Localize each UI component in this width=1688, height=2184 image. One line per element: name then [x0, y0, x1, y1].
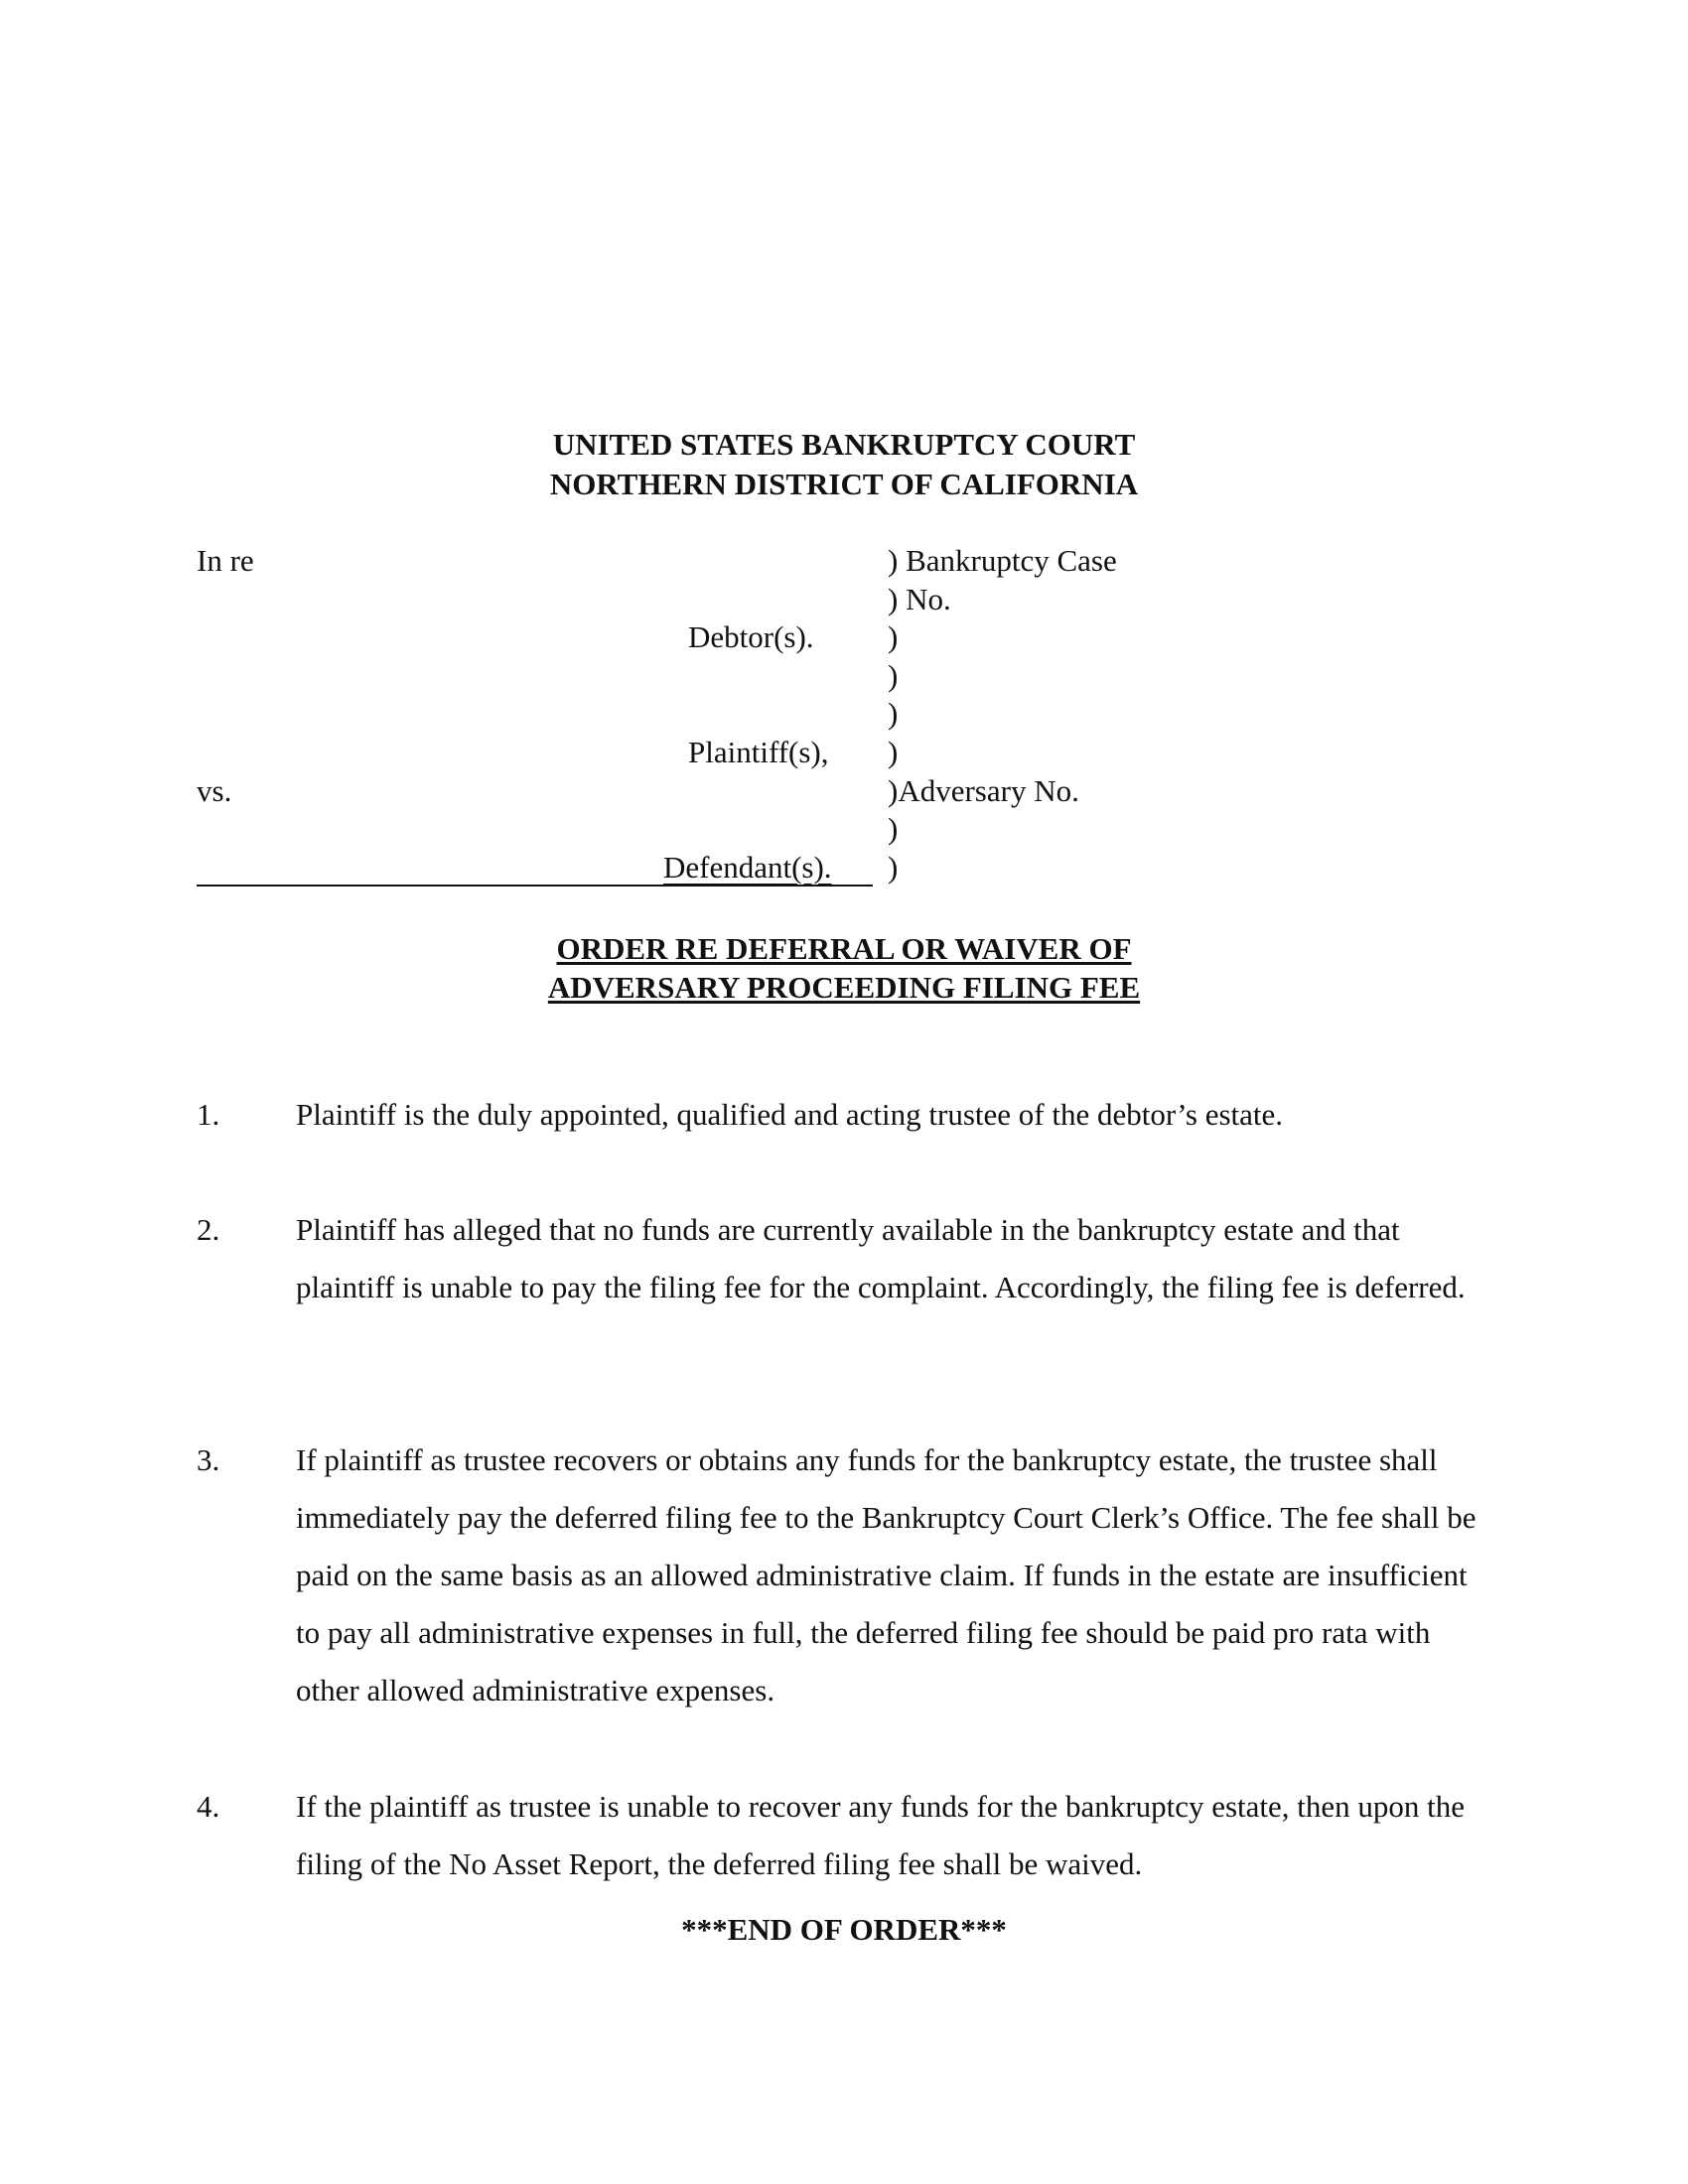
- paragraph-number: 4.: [197, 1789, 220, 1824]
- caption-plaintiff: Plaintiff(s),: [688, 735, 829, 769]
- paragraph-1: [197, 1086, 1497, 1144]
- caption-paren: ): [888, 811, 899, 847]
- caption-debtor: Debtor(s).: [688, 619, 814, 654]
- paragraph-text: If the plaintiff as trustee is unable to recover any funds for the bankruptcy estate, then upon the filing of the No Asset Report, the deferred filing fee shall be waived.: [296, 1789, 1466, 1881]
- paragraph-4: [197, 1778, 1497, 1893]
- order-title-line2: ADVERSARY PROCEEDING FILING FEE: [547, 970, 1141, 1005]
- caption-case-no: ) No.: [888, 581, 951, 616]
- paragraph-2: [197, 1201, 1497, 1316]
- paragraph-number: 1.: [197, 1097, 220, 1132]
- order-title-line1: ORDER RE DEFERRAL OR WAIVER OF: [556, 931, 1132, 966]
- caption-adversary-no: )Adversary No.: [888, 772, 1079, 808]
- caption-right-column: [888, 542, 1117, 887]
- end-of-order: ***END OF ORDER***: [681, 1912, 1007, 1947]
- caption-paren: ): [888, 849, 899, 885]
- paragraph-3: [197, 1432, 1497, 1719]
- paragraph-text: If plaintiff as trustee recovers or obtains any funds for the bankruptcy estate, the trustee shall immediately pay the deferred filing fee to the Bankruptcy Court Clerk’s Office. The fee shall be paid on the same basis as an allowed administrative claim. If funds in the estate are insufficient to pay all administrative expenses in full, the deferred filing fee should be paid pro rata with other allowed administrative expenses.: [296, 1442, 1477, 1707]
- paragraph-text: Plaintiff is the duly appointed, qualified and acting trustee of the debtor’s estate.: [296, 1097, 1284, 1132]
- court-heading: [0, 425, 1688, 504]
- caption-bankruptcy-case: ) Bankruptcy Case: [888, 543, 1117, 578]
- paragraph-number: 3.: [197, 1442, 220, 1477]
- caption-vs: vs.: [197, 773, 232, 808]
- caption-paren: ): [888, 696, 899, 732]
- order-title: [0, 929, 1688, 1007]
- caption-paren: ): [888, 734, 899, 769]
- caption-paren: ): [888, 619, 899, 655]
- caption-in-re: In re: [197, 543, 254, 578]
- caption-signature-line: [197, 885, 873, 887]
- paragraph-text: Plaintiff has alleged that no funds are currently available in the bankruptcy estate and that plaintiff is unable to pay the filing fee for the complaint. Accordingly, the filing fee is deferred.: [296, 1212, 1466, 1304]
- paragraph-number: 2.: [197, 1212, 220, 1247]
- court-district: NORTHERN DISTRICT OF CALIFORNIA: [549, 467, 1139, 501]
- caption-paren: ): [888, 657, 899, 693]
- court-name: UNITED STATES BANKRUPTCY COURT: [552, 427, 1136, 462]
- caption-defendant: Defendant(s).: [663, 850, 832, 885]
